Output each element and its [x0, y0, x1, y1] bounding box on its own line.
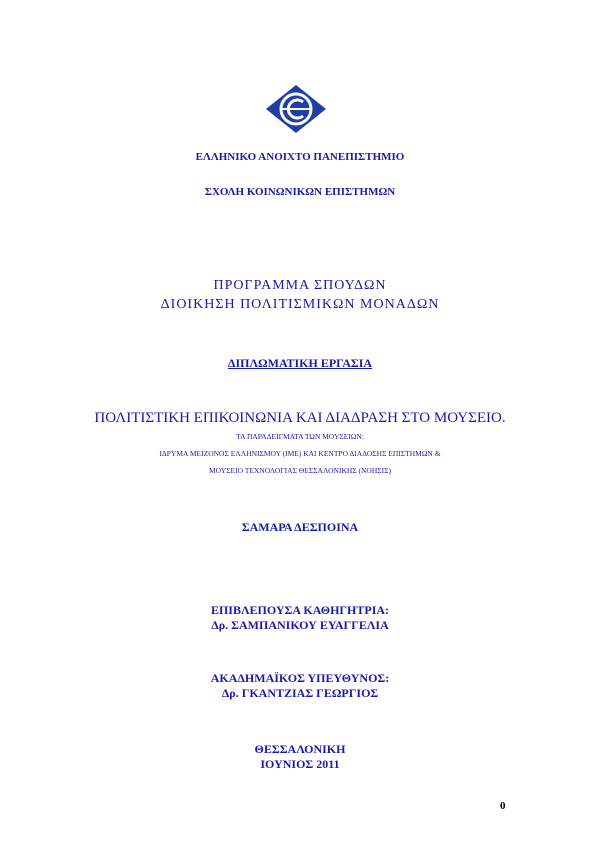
thesis-subtitle-line1: ΤΑ ΠΑΡΑΔΕΙΓΜΑΤΑ ΤΩΝ ΜΟΥΣΕΙΩΝ: — [236, 432, 364, 441]
supervisor-name: Δρ. ΣΑΜΠΑΝΙΚΟΥ ΕΥΑΓΓΕΛΙΑ — [211, 618, 389, 632]
page-number: 0 — [500, 800, 506, 812]
author-name: ΣΑΜΑΡΑ ΔΕΣΠΟΙΝΑ — [241, 520, 359, 534]
academic-supervisor-name: Δρ. ΓΚΑΝΤΖΙΑΣ ΓΕΩΡΓΙΟΣ — [221, 686, 379, 700]
thesis-title: ΠΟΛΙΤΙΣΤΙΚΗ ΕΠΙΚΟΙΝΩΝΙΑ ΚΑΙ ΔΙΑΔΡΑΣΗ ΣΤΟ ΜΟΥΣΕΙΟ. — [94, 410, 506, 426]
university-logo-icon — [265, 84, 327, 134]
date: ΙΟΥΝΙΟΣ 2011 — [260, 757, 340, 771]
university-name: ΕΛΛΗΝΙΚΟ ΑΝΟΙΧΤΟ ΠΑΝΕΠΙΣΤΗΜΙΟ — [195, 151, 405, 163]
supervisor-label: ΕΠΙΒΛΕΠΟΥΣΑ ΚΑΘΗΓΗΤΡΙΑ: — [210, 603, 390, 617]
thesis-subtitle-line3: ΜΟΥΣΕΙΟ ΤΕΧΝΟΛΟΓΙΑΣ ΘΕΣΣΑΛΟΝΙΚΗΣ (ΝΟΗΣΙΣ) — [209, 466, 391, 475]
academic-supervisor-label: ΑΚΑΔΗΜΑΪΚΟΣ ΥΠΕΥΘΥΝΟΣ: — [210, 671, 390, 685]
place: ΘΕΣΣΑΛΟΝΙΚΗ — [254, 742, 346, 756]
document-type: ΔΙΠΛΩΜΑΤΙΚΗ ΕΡΓΑΣΙΑ — [227, 356, 373, 370]
program-title: ΠΡΟΓΡΑΜΜΑ ΣΠΟΥΔΩΝ — [213, 278, 387, 293]
school-name: ΣΧΟΛΗ ΚΟΙΝΩΝΙΚΩΝ ΕΠΙΣΤΗΜΩΝ — [204, 186, 396, 198]
program-subtitle: ΔΙΟΙΚΗΣΗ ΠΟΛΙΤΙΣΜΙΚΩΝ ΜΟΝΑΔΩΝ — [160, 297, 440, 312]
thesis-subtitle-line2: ΙΔΡΥΜΑ ΜΕΙΖΟΝΟΣ ΕΛΛΗΝΙΣΜΟΥ (ΙΜΕ) ΚΑΙ ΚΕΝΤΡΟ ΔΙΑΔΟΣΗΣ ΕΠΙΣΤΗΜΩΝ & — [159, 449, 441, 458]
